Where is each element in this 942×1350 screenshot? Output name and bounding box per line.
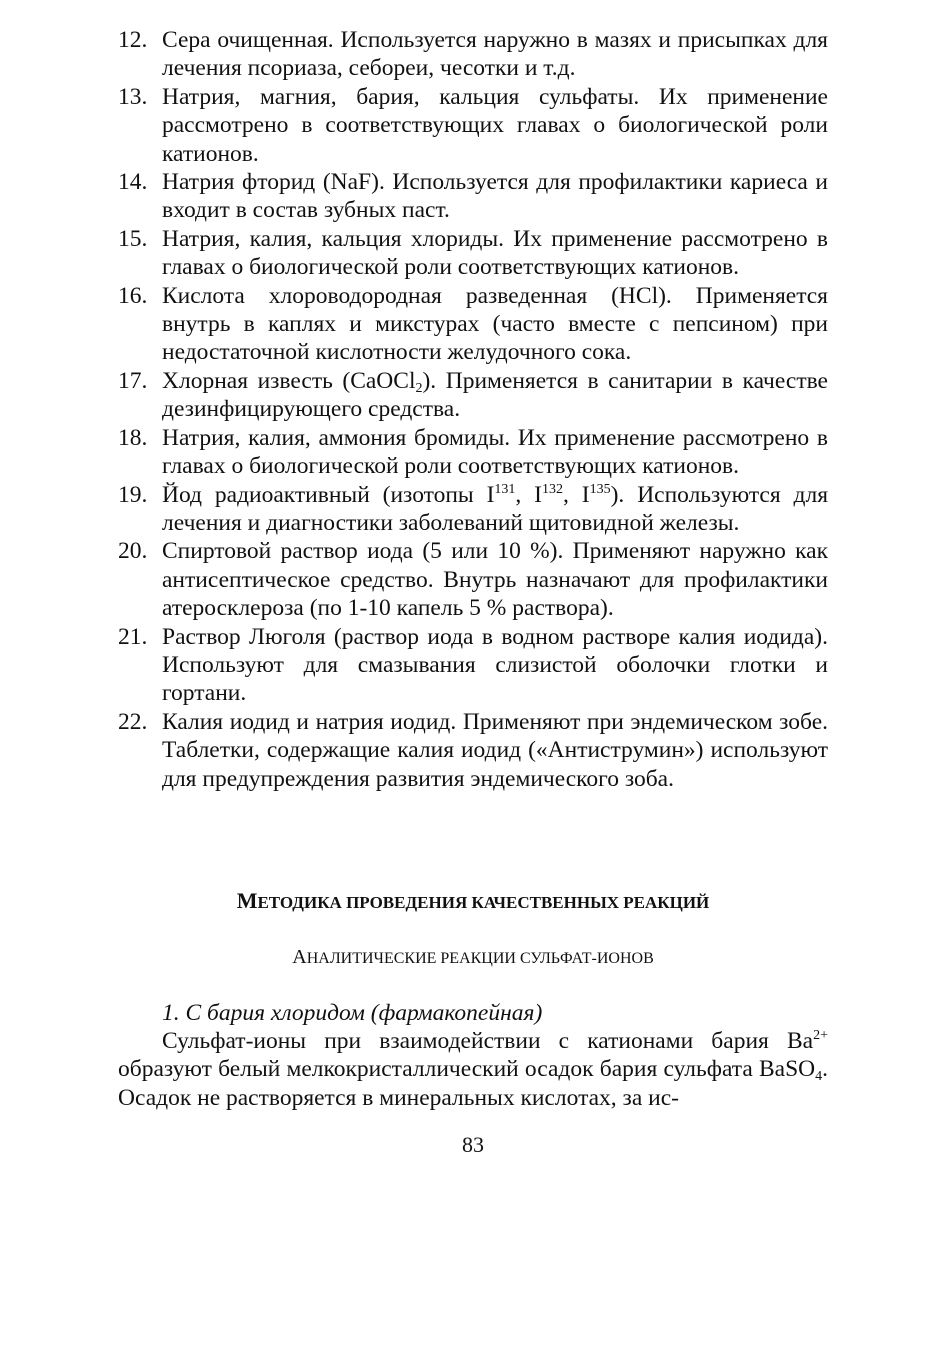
item-text: Натрия фторид (NaF). Используется для профилактики кариеса и входит в состав зубных паст. — [162, 169, 828, 224]
heading-initial: М — [236, 888, 258, 913]
item-text: Раствор Люголя (раствор иода в водном растворе калия иодида). Используют для смазывания слизистой оболочки глотки и гортани. — [162, 623, 828, 707]
page-number: 83 — [462, 1132, 484, 1157]
reaction-title: 1. С бария хлоридом (фармакопейная) — [162, 1000, 543, 1026]
item-number: 22. — [118, 708, 148, 735]
item-number: 17. — [118, 367, 148, 394]
item-text-part: Хлорная известь (CaOCl — [162, 367, 416, 394]
item-text-part: , I — [563, 481, 590, 508]
superscript: 132 — [542, 481, 564, 497]
item-text: Калия иодид и натрия иодид. Применяют при эндемическом зобе. Таблетки, содержащие калия иодид («Антиструмин») используют для предупреждения развития эндемического зоба. — [162, 708, 828, 792]
numbered-list — [118, 26, 828, 793]
item-number: 20. — [118, 538, 148, 565]
subscript: 2 — [415, 380, 423, 396]
paragraph-text: . Осадок не растворяется в минеральных кислотах, за ис- — [118, 1056, 828, 1111]
item-text: Сера очищенная. Используется наружно в мазях и присыпках для лечения псориаза, себореи, чесотки и т.д. — [162, 27, 828, 82]
item-text-part: , I — [515, 481, 543, 508]
item-text-part: Йод радиоактивный (изотопы I — [162, 481, 495, 508]
list-item — [118, 424, 828, 481]
list-item — [118, 225, 828, 282]
list-item — [118, 168, 828, 225]
item-text — [162, 481, 828, 538]
section-heading — [118, 888, 828, 916]
list-item — [118, 708, 828, 793]
paragraph-text: образуют белый мелкокристаллический осадок бария сульфата BaSO — [118, 1056, 816, 1083]
list-item — [118, 481, 828, 538]
item-text — [162, 367, 828, 424]
book-page — [118, 26, 829, 1157]
item-number: 19. — [118, 481, 148, 508]
item-number: 14. — [118, 169, 148, 196]
item-number: 12. — [118, 27, 148, 53]
list-item — [118, 83, 828, 168]
item-number: 18. — [118, 424, 148, 451]
heading-rest: ЕТОДИКА ПРОВЕДЕНИЯ КАЧЕСТВЕННЫХ РЕАКЦИЙ — [257, 893, 710, 912]
item-number: 21. — [118, 623, 148, 650]
item-text-part: ). Применяется в санитарии в качестве дезинфицирующего средства. — [162, 367, 828, 423]
superscript: 2+ — [813, 1028, 828, 1043]
item-number: 15. — [118, 225, 148, 252]
list-item — [118, 623, 828, 708]
heading-rest: НАЛИТИЧЕСКИЕ РЕАКЦИИ СУЛЬФАТ-ИОНОВ — [306, 950, 654, 967]
superscript: 131 — [494, 481, 516, 497]
item-number: 16. — [118, 282, 148, 309]
item-text: Кислота хлороводородная разведенная (HCl). Применяется внутрь в каплях и микстурах (часто вместе с пепсином) при недостаточной кислотности желудочного сока. — [162, 282, 828, 366]
item-number: 13. — [118, 83, 148, 110]
item-text: Натрия, калия, аммония бромиды. Их применение рассмотрено в главах о биологической роли соответствующих катионов. — [162, 424, 828, 480]
heading-initial: А — [292, 946, 307, 968]
item-text-part: ). Используются для лечения и диагностики заболеваний щитовидной железы. — [162, 481, 829, 536]
paragraph-text: Сульфат-ионы при взаимодействии с катионами бария Ba — [162, 1028, 814, 1054]
list-item — [118, 282, 828, 367]
list-item — [118, 367, 828, 424]
subsection-heading — [118, 944, 828, 972]
superscript: 135 — [589, 481, 611, 497]
item-text: Спиртовой раствор иода (5 или 10 %). Применяют наружно как антисептическое средство. Внутрь назначают для профилактики атеросклероза (по 1-10 капель 5 % раствора). — [162, 538, 828, 622]
item-text: Натрия, магния, бария, кальция сульфаты. Их применение рассмотрено в соответствующих главах о биологической роли катионов. — [162, 83, 828, 167]
body-paragraph — [118, 1027, 828, 1112]
list-item — [118, 26, 828, 83]
item-text: Натрия, калия, кальция хлориды. Их применение рассмотрено в главах о биологической роли соответствующих катионов. — [162, 225, 828, 281]
subscript: 4 — [815, 1069, 823, 1085]
list-item — [118, 537, 828, 622]
